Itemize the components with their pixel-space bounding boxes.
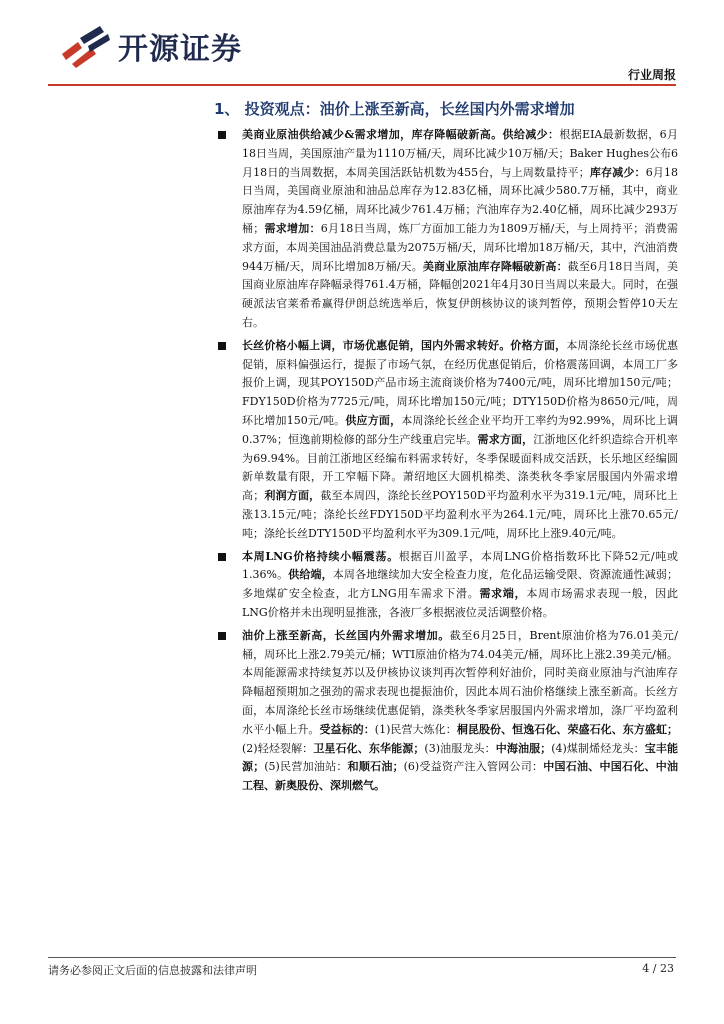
- text-run: 6月18日当周，炼厂方面加工能力为1809万桶/天，与上周持平；消费需求方面，本周美国油品消费总量为2075万桶/天，周环比增加18万桶/天，其中，汽油消费944万桶/天，周环比增加8万桶/天。: [242, 221, 679, 273]
- footer-divider: [48, 957, 676, 958]
- text-run: 本周市场需求表现一般，因此LNG价格并未出现明显推涨，各液厂多根据液位灵活调整价格。: [242, 587, 679, 619]
- bold-text-run: 本周LNG价格持续小幅震荡。: [242, 549, 399, 563]
- text-run: (6)受益资产注入管网公司：: [403, 760, 544, 774]
- bold-text-run: 桐昆股份、恒逸石化、荣盛石化、东方盛虹；: [456, 722, 679, 736]
- bold-text-run: 卫星石化、东华能源；: [313, 741, 425, 755]
- report-type-label: 行业周报: [627, 68, 676, 82]
- bold-text-run: 美商业原油库存降幅破新高：: [422, 259, 568, 273]
- company-logo: [58, 22, 242, 70]
- bold-text-run: 中海油服；: [495, 741, 552, 755]
- bullet-square-icon: [218, 632, 226, 640]
- company-name: 开源证券: [118, 32, 242, 67]
- bullet-square-icon: [218, 342, 226, 350]
- bold-text-run: 需求增加：: [264, 221, 321, 235]
- bold-text-run: 宝丰能源；: [242, 741, 678, 774]
- bold-text-run: 需求方面，: [477, 432, 534, 446]
- bold-text-run: 利润方面，: [264, 489, 321, 503]
- text-run: 6月18日当周，美国商业原油和油品总库存为12.83亿桶，周环比减少580.7万桶，其中，商业原油库存为4.59亿桶，周环比减少761.4万桶；汽油库存为2.40亿桶，周环比减少293万桶；: [242, 165, 679, 235]
- bullet-square-icon: [218, 131, 226, 139]
- bold-text-run: 油价上涨至新高，长丝国内外需求增加。: [242, 628, 450, 642]
- text-run: (4)煤制烯烃龙头：: [551, 741, 645, 755]
- text-run: 根据EIA最新数据，6月18日当周，美国原油产量为1110万桶/天，周环比减少10万桶/天；Baker Hughes公布6月18日的当周数据，本周美国活跃钻机数为455台，与上周数量持平；: [242, 128, 678, 179]
- text-run: 截至6月18日当周，美国商业原油库存降幅录得761.4万桶，降幅创2021年4月30日当周以来最大。同时，在强硬派法官莱希希赢得伊朗总统选举后，恢复伊朗核协议的谈判暂停，预期会暂停10天左右。: [242, 259, 679, 329]
- bullet-paragraph: [242, 548, 678, 623]
- bold-text-run: 供应方面，: [345, 413, 402, 427]
- text-run: (3)油服龙头：: [424, 741, 496, 755]
- bold-text-run: 和顺石油；: [347, 760, 404, 774]
- bullet-paragraph: [242, 627, 678, 796]
- page-number: 4 / 23: [642, 962, 674, 975]
- header-divider: [48, 84, 676, 86]
- text-run: (1)民营大炼化：: [374, 722, 457, 736]
- bullet-square-icon: [218, 553, 226, 561]
- text-run: 截至6月25日，Brent原油价格为76.01美元/桶，周环比上涨2.79美元/桶；WTI原油价格为74.04美元/桶，周环比上涨2.39美元/桶。本周能源需求持续复苏以及伊核协议谈判再次暂停利好油价，同时美商业原油与汽油库存降幅超预期加之强劲的需求表现也提振油价，因此本周石油价格继续上涨至新高。长丝方面，本周涤纶长丝市场继续优惠促销，涤类秋冬季家居服国内外需求增加，涤厂平均盈利水平小幅上升。: [242, 628, 678, 736]
- bold-text-run: 中国石油、中国石化、中油工程、新奥股份、深圳燃气。: [242, 760, 679, 793]
- text-run: 本周各地继续加大安全检查力度，危化品运输受限、资源流通性减弱；多地煤矿安全检查，北方LNG用车需求下滑。: [242, 568, 679, 601]
- text-run: 本周涤纶长丝市场优惠促销，原料偏强运行，提振了市场气氛，在经历优惠促销后，价格震荡回调，本周工厂多报价上调，现其POY150D产品市场主流商谈价格为7400元/吨，周环比增加150元/吨；FDY150D价格为7725元/吨，周环比增加150元/吨；DTY150D价格为8650元/吨，周环比增加150元/吨。: [242, 338, 679, 427]
- text-run: 根据百川盈孚，本周LNG价格指数环比下降52元/吨或1.36%。: [242, 549, 678, 582]
- bold-text-run: 供给端，: [288, 568, 333, 582]
- text-run: 截至本周四，涤纶长丝POY150D平均盈利水平为319.1元/吨，周环比上涨13.15元/吨；涤纶长丝FDY150D平均盈利水平为264.1元/吨，周环比上涨70.65元/吨；涤纶长丝DTY150D平均盈利水平为309.1元/吨，周环比上涨9.40元/吨。: [242, 489, 679, 540]
- section-title: 1、 投资观点：油价上涨至新高，长丝国内外需求增加: [214, 100, 575, 118]
- content-body: [242, 126, 678, 800]
- text-run: 江浙地区化纤织造综合开机率为69.94%。目前江浙地区经编布料需求转好，冬季保暖面料成交活跃，长乐地区经编圆新单数量有限，开工窄幅下降。萧绍地区大圆机棉类、涤类秋冬季家居服国内外需求增高；: [242, 432, 679, 503]
- bold-text-run: 长丝价格小幅上调，市场优惠促销，国内外需求转好。价格方面，: [242, 338, 567, 352]
- bullet-paragraph: [242, 126, 678, 333]
- bold-text-run: 需求端，: [479, 587, 527, 601]
- bold-text-run: 库存减少：: [589, 165, 646, 179]
- text-run: 本周涤纶长丝企业平均开工率约为92.99%，周环比上调0.37%；恒逸前期检修的部分生产线重启完毕。: [242, 413, 678, 446]
- brand-logo-icon: [58, 24, 112, 68]
- bold-text-run: 受益标的：: [319, 722, 375, 736]
- text-run: (2)轻烃裂解：: [242, 741, 314, 755]
- text-run: (5)民营加油站：: [264, 760, 348, 774]
- footer-disclaimer: 请务必参阅正文后面的信息披露和法律声明: [48, 964, 257, 977]
- bold-text-run: 美商业原油供给减少&需求增加，库存降幅破新高。供给减少：: [242, 128, 560, 141]
- bullet-paragraph: [242, 337, 678, 544]
